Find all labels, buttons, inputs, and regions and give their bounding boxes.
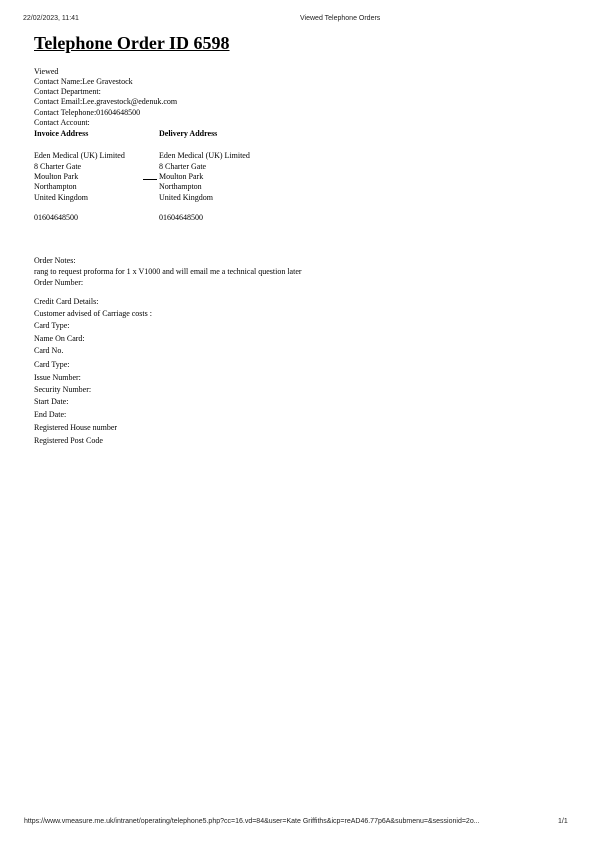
delivery-address-line: Eden Medical (UK) Limited — [159, 151, 250, 160]
address-separator-line — [143, 179, 157, 180]
delivery-address-line: 8 Charter Gate — [159, 162, 207, 171]
credit-card-details-label: Credit Card Details: — [34, 297, 99, 306]
invoice-address-line: Moulton Park — [34, 172, 79, 181]
contact-account: Contact Account: — [34, 118, 90, 127]
delivery-phone: 01604648500 — [159, 213, 203, 222]
delivery-address-line: United Kingdom — [159, 193, 213, 202]
card-number-label: Card No. — [34, 346, 64, 355]
order-status: Viewed — [34, 67, 59, 76]
contact-telephone: Contact Telephone:01604648500 — [34, 108, 141, 117]
invoice-address-line: Eden Medical (UK) Limited — [34, 151, 125, 160]
name-on-card-label: Name On Card: — [34, 334, 85, 343]
security-number-label: Security Number: — [34, 385, 92, 394]
invoice-address-line: 8 Charter Gate — [34, 162, 82, 171]
invoice-address-line: Northampton — [34, 182, 77, 191]
invoice-phone: 01604648500 — [34, 213, 78, 222]
carriage-costs-label: Customer advised of Carriage costs : — [34, 309, 152, 318]
print-header-datetime: 22/02/2023, 11:41 — [23, 15, 79, 22]
registered-house-number-label: Registered House number — [34, 423, 118, 432]
invoice-address-heading: Invoice Address — [34, 129, 89, 138]
end-date-label: End Date: — [34, 410, 67, 419]
print-footer-url: https://www.vmeasure.me.uk/intranet/operating/telephone5.php?cc=16.vd=84&user=Kate Griffiths&icp=reAD46.77p6A&submenu=&sessionid=2o... — [24, 818, 480, 825]
page-title: Telephone Order ID 6598 — [34, 33, 230, 53]
delivery-address-line: Moulton Park — [159, 172, 204, 181]
contact-email: Contact Email:Lee.gravestock@edenuk.com — [34, 97, 178, 106]
delivery-address-heading: Delivery Address — [159, 129, 218, 138]
print-header-title: Viewed Telephone Orders — [300, 15, 381, 22]
delivery-address-line: Northampton — [159, 182, 202, 191]
order-notes-text: rang to request proforma for 1 x V1000 and will email me a technical question later — [34, 267, 302, 276]
card-type-label: Card Type: — [34, 360, 70, 369]
start-date-label: Start Date: — [34, 397, 69, 406]
card-type-label: Card Type: — [34, 321, 70, 330]
order-number-label: Order Number: — [34, 278, 84, 287]
order-notes-label: Order Notes: — [34, 256, 76, 265]
invoice-address-line: United Kingdom — [34, 193, 88, 202]
print-footer-page-number: 1/1 — [558, 818, 568, 825]
registered-post-code-label: Registered Post Code — [34, 436, 103, 445]
contact-name: Contact Name:Lee Gravestock — [34, 77, 133, 86]
issue-number-label: Issue Number: — [34, 373, 81, 382]
contact-department: Contact Department: — [34, 87, 101, 96]
